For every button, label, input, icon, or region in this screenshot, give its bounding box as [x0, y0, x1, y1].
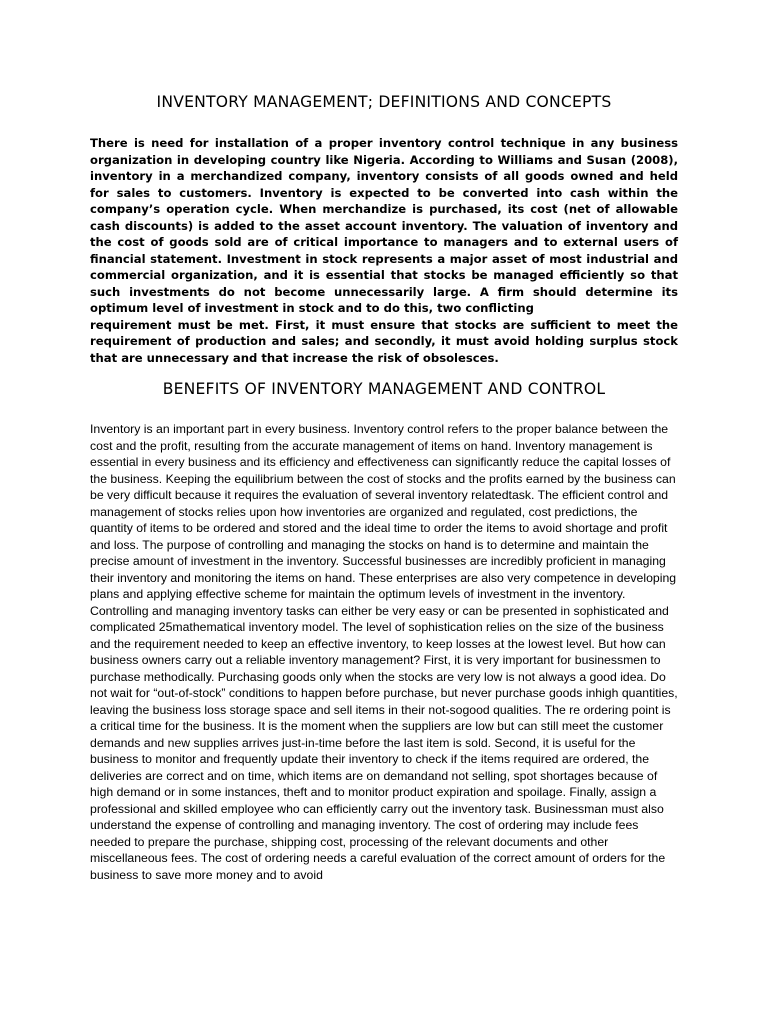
body-paragraph: Inventory is an important part in every business. Inventory control refers to the proper balance between the cost and the profit, resulting from the accurate management of items on hand. Inventory management is essential in every business and its efficiency and effectiveness can significantly reduce the capital losses of the business. Keeping the equilibrium between the cost of stocks and the profits earned by the business can be very difficult because it requires the evaluation of several inventory relatedtask. The efficient control and management of stocks relies upon how inventories are organized and regulated, cost predictions, the quantity of items to be ordered and stored and the ideal time to order the items to avoid shortage and profit and loss. The purpose of controlling and managing the stocks on hand is to determine and maintain the precise amount of investment in the inventory. Successful businesses are incredibly proficient in managing their inventory and monitoring the items on hand. These enterprises are also very competence in developing plans and applying effective scheme for maintain the optimum levels of investment in the inventory. Controlling and managing inventory tasks can either be very easy or can be presented in sophisticated and complicated 25mathematical inventory model. The level of sophistication relies on the size of the business and the requirement needed to keep an effective inventory, to keep losses at the lowest level. But how can business owners carry out a reliable inventory management? First, it is very important for businessmen to purchase methodically. Purchasing goods only when the stocks are very low is not always a good idea. Do not wait for “out-of-stock” conditions to happen before purchase, but never purchase goods inhigh quantities, leaving the business loss storage space and sell items in their not-sogood qualities. The re ordering point is a critical time for the business. It is the moment when the suppliers are low but can still meet the customer demands and new supplies arrives just-in-time before the last item is sold. Second, it is useful for the business to monitor and frequently update their inventory to check if the items required are ordered, the deliveries are correct and on time, which items are on demandand not selling, spot shortages because of high demand or in some instances, theft and to monitor product expiration and spoilage. Finally, assign a professional and skilled employee who can efficiently carry out the inventory task. Businessman must also understand the expense of controlling and managing inventory. The cost of ordering may include fees needed to prepare the purchase, shipping cost, processing of the relevant documents and other miscellaneous fees. The cost of ordering needs a careful evaluation of the correct amount of orders for the business to save more money and to avoid [90, 422, 678, 882]
intro-paragraph-part1: There is need for installation of a proper inventory control technique in any business organization in developing country like Nigeria. According to Williams and Susan (2008), inventory in a merchandized company, inventory consists of all goods owned and held for sales to customers. Inventory is expected to be converted into cash within the company’s operation cycle. When merchandize is purchased, its cost (net of allowable cash discounts) is added to the asset account inventory. The valuation of inventory and the cost of goods sold are of critical importance to managers and to external users of financial statement. Investment in stock represents a major asset of most industrial and commercial organization, and it is essential that stocks be managed efficiently so that such investments do not become unnecessarily large. A firm should determine its optimum level of investment in stock and to do this, two conflicting [90, 136, 678, 315]
document-title: INVENTORY MANAGEMENT; DEFINITIONS AND CONCEPTS [156, 93, 612, 111]
intro-paragraph-part2: requirement must be met. First, it must ensure that stocks are sufficient to meet the requirement of production and sales; and secondly, it must avoid holding surplus stock that are unnecessary and that increase the risk of obsolesces. [90, 317, 678, 365]
intro-paragraph [90, 135, 678, 366]
section-heading: BENEFITS OF INVENTORY MANAGEMENT AND CONTROL [162, 380, 606, 398]
